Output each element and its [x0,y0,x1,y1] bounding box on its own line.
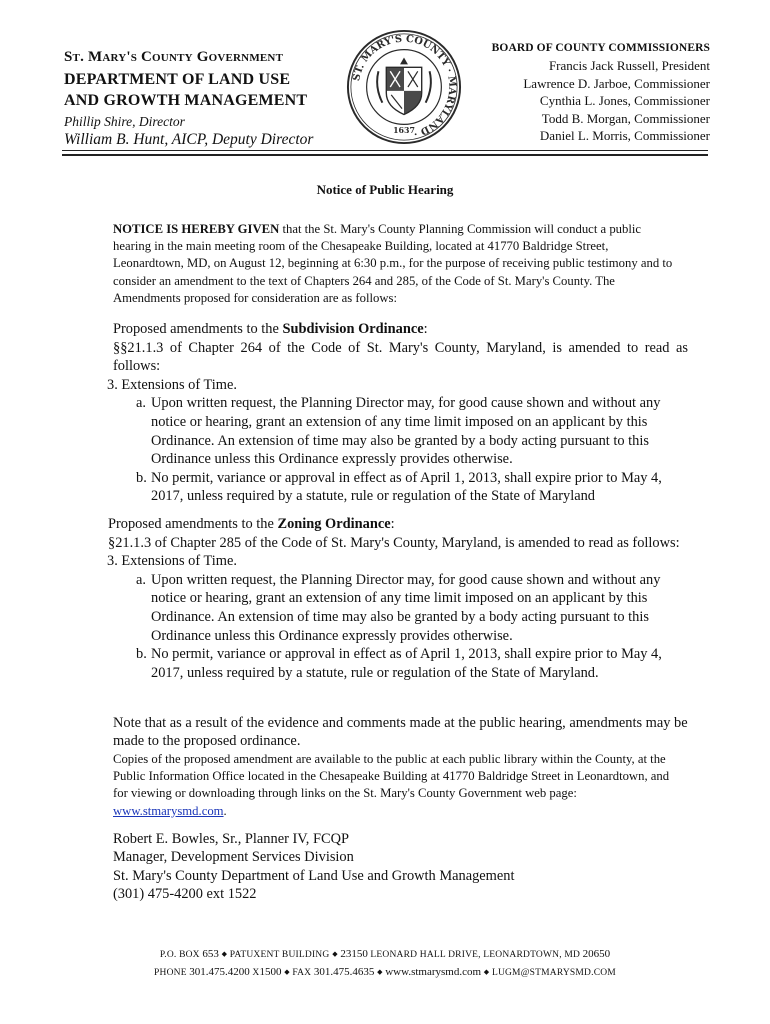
subitem-marker: a. [136,395,146,412]
seal-ring-text: ST. MARY'S COUNTY · MARYLAND · [351,33,458,140]
separator-diamond-icon: ◆ [284,968,290,977]
separator-diamond-icon: ◆ [332,950,338,958]
notice-intro-lead: NOTICE IS HEREBY GIVEN [113,222,280,236]
section-item: 3. Extensions of Time. [107,376,237,393]
footer-website: www.stmarysmd.com [385,966,482,979]
footer-text: 301.475.4200 [189,966,250,979]
separator-diamond-icon: ◆ [377,968,383,977]
director-name: Phillip Shire, Director [64,114,185,129]
footer-text: X [249,968,260,979]
section-heading-suffix: : [390,516,395,532]
footer-contact-line [0,964,770,982]
section-heading-ordinance: Subdivision Ordinance [282,321,424,337]
section-heading-ordinance: Zoning Ordinance [277,516,391,532]
board-member: Francis Jack Russell, President [548,58,710,73]
subitem-text: No permit, variance or approval in effect as of April 1, 2013, shall expire prior to May 4, 2017, unless required by a statute, rule or regulation of the State of Maryland. [151,646,662,681]
subitem-text: Upon written request, the Planning Director may, for good cause shown and without any notice or hearing, grant an extension of any time limit imposed on an applicant by this Ordinance. An extension of time may also be granted by a body acting pursuant to this Ordinance unless this Ordinance expressly provides otherwise. [151,395,661,468]
section-heading-prefix: Proposed amendments to the [108,516,278,532]
section-subitem-b [108,645,683,682]
section-citation: §§21.1.3 of Chapter 264 of the Code of St. Mary's County, Maryland, is amended to read as follows: [113,339,688,375]
department-line-1: DEPARTMENT OF LAND USE [64,71,291,88]
board-member: Daniel L. Morris, Commissioner [539,128,710,144]
signature-line: Manager, Development Services Division [113,849,354,866]
subitem-text: No permit, variance or approval in effect as of April 1, 2013, shall expire prior to May 4, 2017, unless required by a statute, rule or regulation of the State of Maryland [151,469,662,505]
footer-text: P.O. BOX [159,950,203,961]
footer-text: LEONARD HALL DRIVE, LEONARDTOWN, MD [367,950,583,961]
section-subitem-b [113,469,688,506]
separator-diamond-icon: ◆ [221,950,227,958]
subitem-marker: a. [136,571,146,588]
subitem-marker: b. [136,646,147,663]
section-heading-suffix: : [423,321,428,337]
signature-line: St. Mary's County Department of Land Use and Growth Management [113,867,515,884]
county-website-link[interactable]: www.stmarysmd.com [113,803,224,818]
section-subitem-a [108,571,683,645]
signature-line: Robert E. Bowles, Sr., Planner IV, FCQP [113,831,349,847]
footer-text: PHONE [154,968,190,979]
copies-text-end: . [223,803,227,818]
subdivision-amendment-section [107,320,688,506]
section-heading [113,320,688,339]
footer-email: LUGM@STMARYSMD.COM [491,968,616,979]
county-seal [345,28,463,146]
board-of-commissioners [450,40,710,145]
header-rule-thick [62,154,708,156]
section-subitem-a [113,394,688,468]
signature-block [113,830,514,904]
subitem-text: Upon written request, the Planning Director may, for good cause shown and without any notice or hearing, grant an extension of any time limit imposed on an applicant by this Ordinance. An extension of time may also be granted by a body acting pursuant to this Ordinance unless this Ordinance expressly provides otherwise. [151,571,661,644]
letterhead-footer [0,946,770,982]
section-heading [108,515,683,534]
footer-address-line [0,946,770,964]
header-rule-thin [62,150,708,151]
footer-text: 23150 [340,948,368,961]
org-name-text: St. Mary's County Government [64,49,284,65]
section-heading-prefix: Proposed amendments to the [113,321,283,337]
org-name [64,48,354,66]
board-member: Todd B. Morgan, Commissioner [541,110,710,126]
copies-availability [113,751,673,820]
footer-text: PATUXENT BUILDING [229,950,330,961]
closing-note: Note that as a result of the evidence and comments made at the public hearing, amendments may be made to the proposed ordinance. [113,715,688,750]
copies-text: Copies of the proposed amendment are available to the public at each public library within the County, at the Public Information Office located in the Chesapeake Building at 41770 Baldridge Street in Leonardtown, and for viewing or downloading through links on the St. Mary's County Government web page: [113,752,670,801]
notice-intro-body: that the St. Mary's County Planning Commission will conduct a public hearing in the main meeting room of the Chesapeake Building, located at 41770 Baldridge Street, Leonardtown, MD, on August 12, beginning at 6:30 p.m., for the purpose of receiving public testimony and to consider an amendment to the text of Chapters 264 and 285, of the Code of St. Mary's County. The Amendments proposed for consideration are as follows: [113,222,673,305]
separator-diamond-icon: ◆ [483,968,490,977]
board-member: Cynthia L. Jones, Commissioner [539,93,710,109]
footer-text: 301.475.4635 [313,966,375,979]
signature-line: (301) 475-4200 ext 1522 [113,886,257,903]
subitem-marker: b. [136,469,147,486]
notice-intro [113,221,673,307]
footer-text: 20650 [582,948,611,961]
letterhead-department [64,48,354,149]
section-item: 3. Extensions of Time. [107,553,237,570]
footer-text: 1500 [259,966,282,979]
seal-year: 1637 [393,126,415,136]
section-citation: §21.1.3 of Chapter 285 of the Code of St. Mary's County, Maryland, is amended to read as follows: [108,534,680,551]
notice-title: Notice of Public Hearing [316,182,454,197]
board-member: Lawrence D. Jarboe, Commissioner [523,75,710,91]
department-line-2: AND GROWTH MANAGEMENT [64,92,308,109]
department-name [64,69,354,111]
footer-text: 653 [202,948,219,961]
footer-text: FAX [292,968,314,979]
board-title: BOARD OF COUNTY COMMISSIONERS [491,42,710,54]
deputy-director-name: William B. Hunt, AICP, Deputy Director [64,131,314,148]
zoning-amendment-section [108,515,683,682]
